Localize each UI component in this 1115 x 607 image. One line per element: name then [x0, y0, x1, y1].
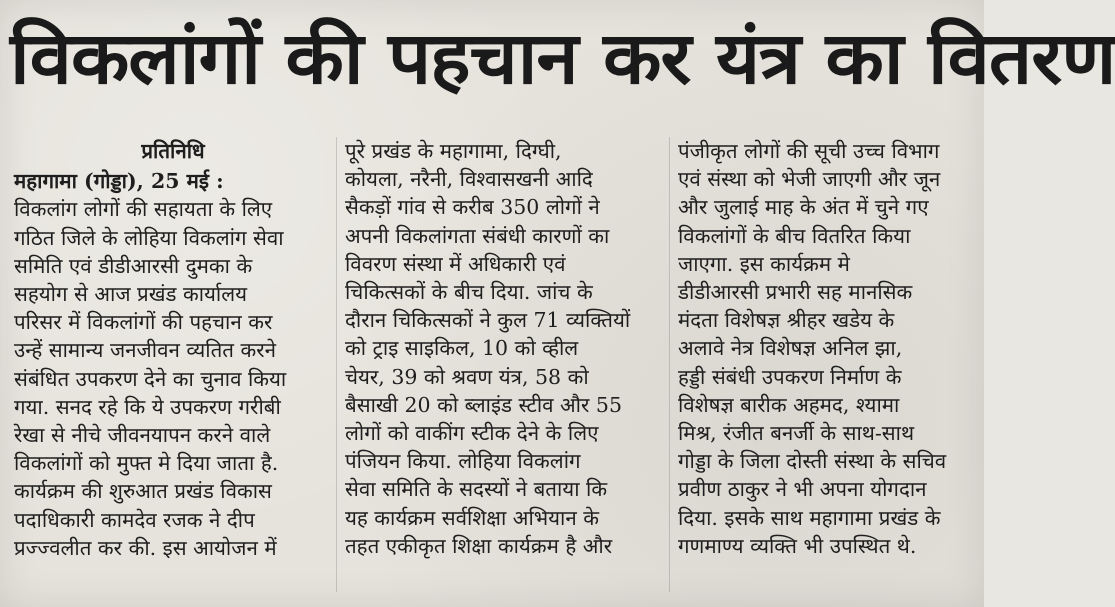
text-line: पदाधिकारी कामदेव रजक ने दीप [14, 507, 255, 532]
text-line: कोयला, नरैनी, विश्वासखनी आदि [345, 167, 593, 192]
text-line: गणमाण्य व्यक्ति भी उपस्थित थे. [678, 533, 917, 558]
column-1 [14, 137, 332, 597]
text-line: अपनी विकलांगता संबंधी कारणों का [345, 223, 610, 248]
text-line: जाएगा. इस कार्यक्रम मे [678, 251, 850, 276]
text-line: और जुलाई माह के अंत में चुने गए [678, 195, 929, 220]
text-line: पंजीकृत लोगों की सूची उच्च विभाग [678, 139, 940, 163]
column-3-body [678, 137, 974, 560]
text-line: तहत एकीकृत शिक्षा कार्यक्रम है और [345, 533, 613, 558]
text-line: प्रवीण ठाकुर ने भी अपना योगदान [678, 477, 927, 502]
text-line: लोगों को वाकींग स्टीक देने के लिए [345, 421, 599, 446]
text-line: विकलांगों को मुफ्त मे दिया जाता है. [14, 451, 279, 476]
text-line: सैकड़ों गांव से करीब 350 लोगों ने [345, 195, 600, 220]
text-line: उन्हें सामान्य जनजीवन व्यतित करने [14, 338, 276, 363]
text-line: समिति एवं डीडीआरसी दुमका के [14, 253, 253, 278]
text-line: एवं संस्था को भेजी जाएगी और जून [678, 167, 941, 192]
column-2-body [345, 137, 665, 560]
text-line: गोड्डा के जिला दोस्ती संस्था के सचिव [678, 449, 947, 474]
text-line: पूरे प्रखंड के महागामा, दिग्घी, [345, 139, 562, 163]
column-2 [345, 137, 665, 597]
text-line: हड्डी संबंधी उपकरण निर्माण के [678, 364, 902, 389]
text-line: दौरान चिकित्सकों ने कुल 71 व्यक्तियों [345, 308, 631, 333]
text-line: यह कार्यक्रम सर्वशिक्षा अभियान के [345, 505, 600, 530]
text-line: परिसर में विकलांगों की पहचान कर [14, 310, 273, 335]
text-line: विकलांगों के बीच वितरित किया [678, 223, 911, 248]
text-line: विशेषज्ञ बारीक अहमद, श्यामा [678, 392, 900, 417]
column-1-body [14, 195, 332, 562]
text-line: विकलांग लोगों की सहायता के लिए [14, 197, 273, 222]
dateline: महागामा (गोड्डा), 25 मई : [14, 169, 224, 194]
text-line: को ट्राइ साइकिल, 10 को व्हील [345, 336, 579, 361]
text-line: अलावे नेत्र विशेषज्ञ अनिल झा, [678, 336, 903, 361]
text-line: चेयर, 39 को श्रवण यंत्र, 58 को [345, 364, 589, 389]
text-line: सहयोग से आज प्रखंड कार्यालय [14, 282, 248, 307]
text-line: चिकित्सकों के बीच दिया. जांच के [345, 280, 593, 305]
byline: प्रतिनिधि [141, 139, 205, 163]
text-line: गया. सनद रहे कि ये उपकरण गरीबी [14, 394, 281, 419]
text-line: पंजियन किया. लोहिया विकलांग [345, 449, 581, 474]
text-line: मंदता विशेषज्ञ श्रीहर खडेय के [678, 308, 895, 333]
column-3 [678, 137, 974, 597]
text-line: सेवा समिति के सदस्यों ने बताया कि [345, 477, 608, 502]
text-line: कार्यक्रम की शुरुआत प्रखंड विकास [14, 479, 272, 504]
column-divider [336, 137, 337, 592]
text-line: प्रज्ज्वलीत कर की. इस आयोजन में [14, 535, 277, 560]
text-line: गठित जिले के लोहिया विकलांग सेवा [14, 225, 284, 250]
text-line: संबंधित उपकरण देने का चुनाव किया [14, 366, 287, 391]
text-line: दिया. इसके साथ महागामा प्रखंड के [678, 505, 941, 530]
text-line: डीडीआरसी प्रभारी सह मानसिक [678, 280, 913, 305]
text-line: बैसाखी 20 को ब्लाइंड स्टीव और 55 [345, 392, 622, 417]
text-line: विवरण संस्था में अधिकारी एवं [345, 251, 566, 276]
text-line: रेखा से नीचे जीवनयापन करने वाले [14, 423, 271, 448]
headline: विकलांगों की पहचान कर यंत्र का वितरण [10, 15, 1115, 101]
column-divider [669, 137, 670, 592]
text-line: मिश्र, रंजीत बनर्जी के साथ-साथ [678, 421, 915, 446]
